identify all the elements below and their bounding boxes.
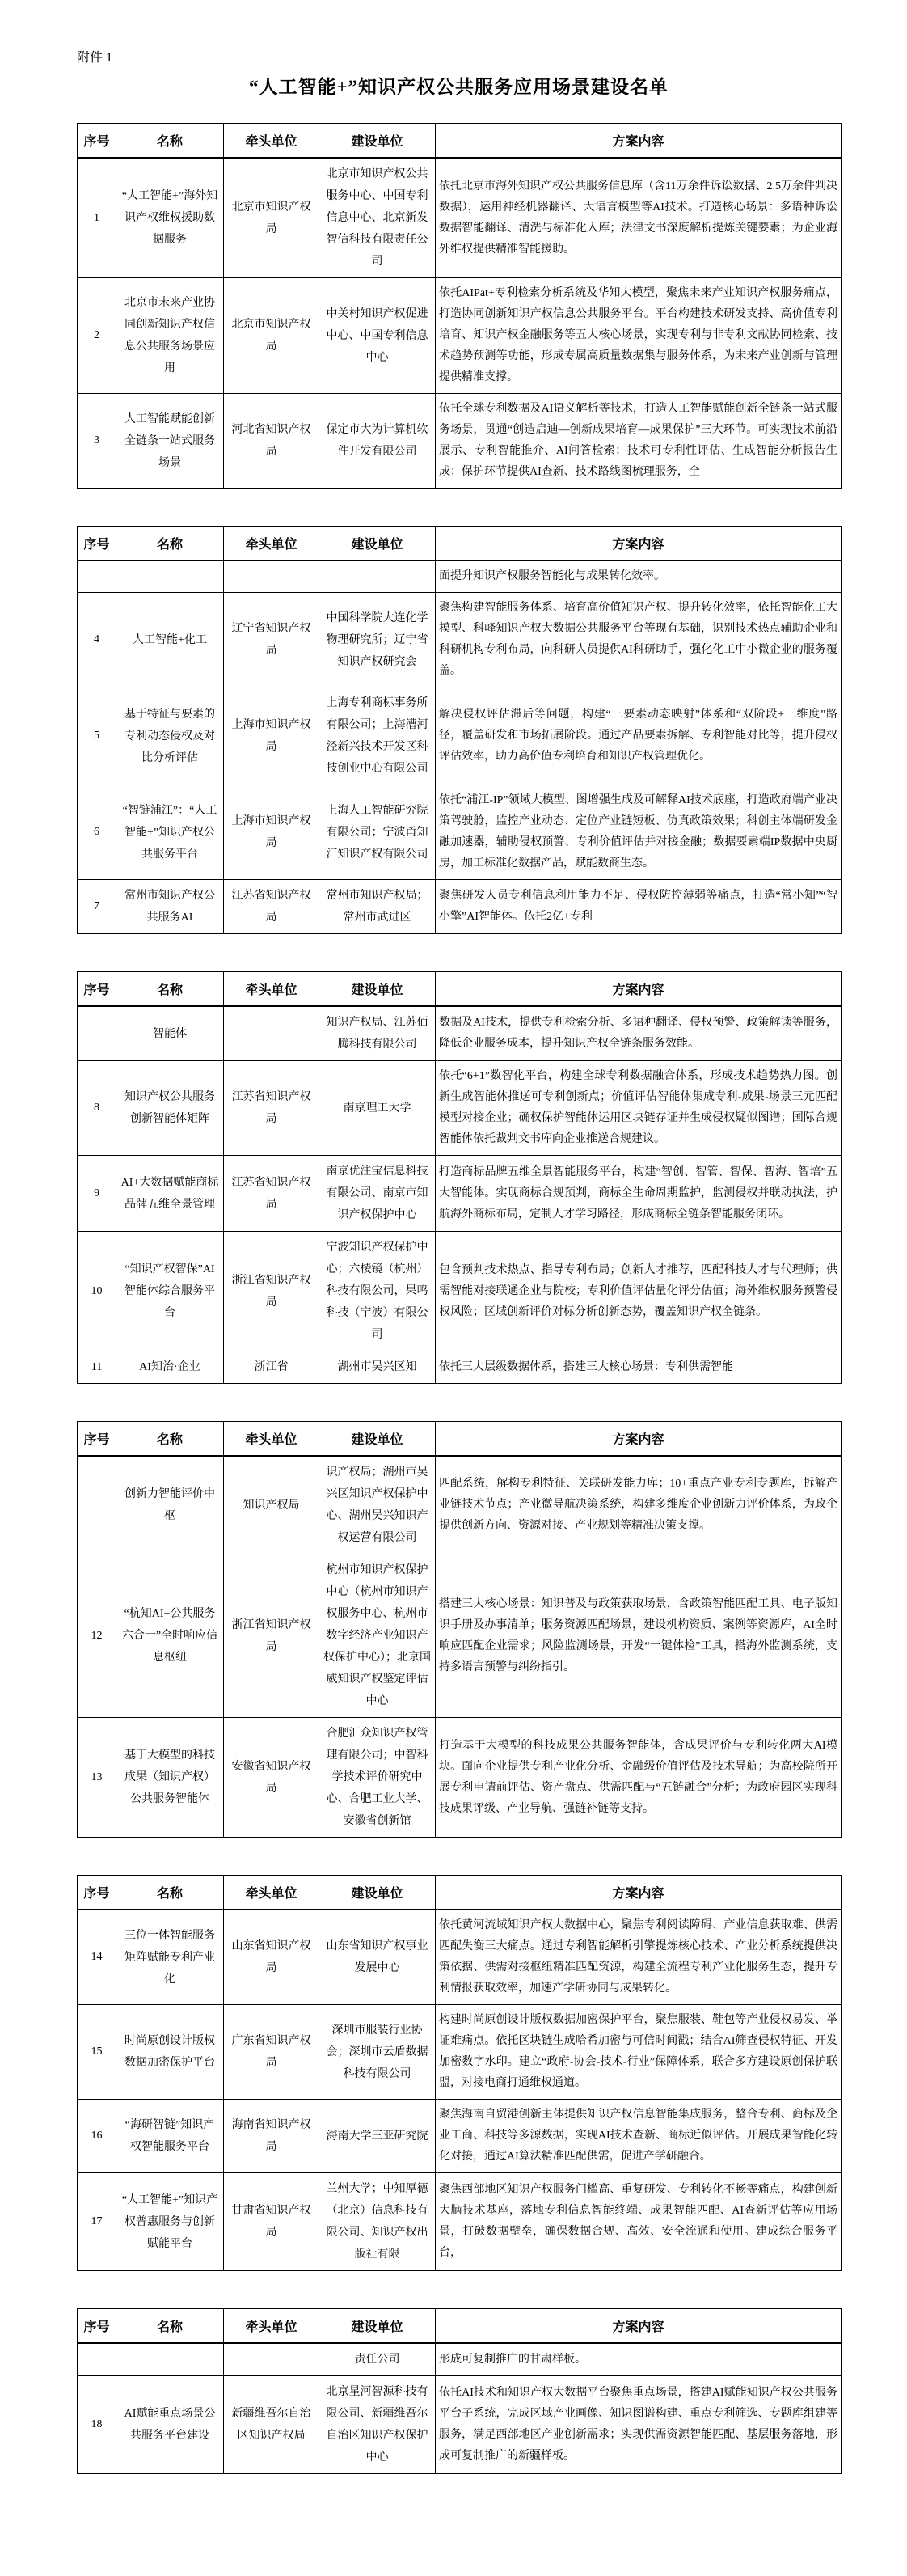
plan-cell: 打造基于大模型的科技成果公共服务智能体，含成果评价与专利转化两大AI模块。面向企业提供专利产业化分析、金融级价值评估及技术导航；为高校院所开展专利申请前评估、资产盘点、供需匹配与“五链融合”分析；为政府园区实现科技成果评级、产业导航、强链补链等支持。 [436, 1718, 842, 1838]
build-unit-cell: 识产权局；湖州市吴兴区知识产权保护中心、湖州吴兴知识产权运营有限公司 [319, 1456, 436, 1554]
service-list-table-2 [77, 526, 842, 934]
service-list-table-5 [77, 1875, 842, 2271]
table-row [78, 278, 842, 394]
column-header-plan: 方案内容 [436, 527, 842, 561]
name-cell: 三位一体智能服务矩阵赋能专利产业化 [116, 1910, 224, 2005]
column-header-plan: 方案内容 [436, 972, 842, 1007]
lead-unit-cell: 新疆维吾尔自治区知识产权局 [224, 2376, 319, 2474]
serial-cell: 10 [78, 1232, 116, 1351]
name-cell: 基于特征与要素的专利动态侵权及对比分析评估 [116, 687, 224, 785]
table-row [78, 593, 842, 687]
build-unit-cell [319, 560, 436, 593]
plan-cell: 匹配系统，解构专利特征、关联研发能力库；10+重点产业专利专题库，拆解产业链技术节点；产业微导航决策系统，构建多维度企业创新力评价体系，为政企提供创新方向、资源对接、产业规划等精准决策支撑。 [436, 1456, 842, 1554]
lead-unit-cell: 浙江省知识产权局 [224, 1554, 319, 1718]
plan-cell: 包含预判技术热点、指导专利布局；创新人才推荐，匹配科技人才与代理师；供需智能对接联通企业与院校；专利价值评估量化评分估值；海外维权服务预警侵权风险；区域创新评价对标分析创新态势，覆盖知识产权全链条。 [436, 1232, 842, 1351]
plan-cell: 依托北京市海外知识产权公共服务信息库（含11万余件诉讼数据、2.5万余件判决数据），运用神经机器翻译、大语言模型等AI技术。打造核心场景：多语种诉讼数据智能翻译、清洗与标准化入库；法律文书深度解析提炼关键要素；为企业海外维权提供精准智能援助。 [436, 158, 842, 278]
build-unit-cell: 合肥汇众知识产权管理有限公司；中智科学技术评价研究中心、合肥工业大学、安徽省创新馆 [319, 1718, 436, 1838]
name-cell: 时尚原创设计版权数据加密保护平台 [116, 2005, 224, 2100]
lead-unit-cell: 山东省知识产权局 [224, 1910, 319, 2005]
plan-cell: 面提升知识产权服务智能化与成果转化效率。 [436, 560, 842, 593]
serial-cell [78, 560, 116, 593]
lead-unit-cell: 安徽省知识产权局 [224, 1718, 319, 1838]
name-cell: 常州市知识产权公共服务AI [116, 880, 224, 934]
continuation-row [78, 1456, 842, 1554]
serial-cell: 18 [78, 2376, 116, 2474]
name-cell: “知识产权智保”AI智能体综合服务平台 [116, 1232, 224, 1351]
plan-cell: 解决侵权评估滞后等问题，构建“三要素动态映射”体系和“双阶段+三维度”路径，覆盖研发和市场拓展阶段。通过产品要素拆解、专利智能对比等，提升侵权评估效率，助力高价值专利培育和知识产权管理优化。 [436, 687, 842, 785]
plan-cell: 依托黄河流域知识产权大数据中心，聚焦专利阅读障碍、产业信息获取难、供需匹配失衡三大痛点。通过专利智能解析引擎提炼核心技术、产业分析系统提供决策依据、供需对接枢纽精准匹配资源，构建全流程专利产业化服务生态，提升专利情报获取效率，加速产学研协同与成果转化。 [436, 1910, 842, 2005]
serial-cell: 16 [78, 2100, 116, 2173]
name-cell [116, 560, 224, 593]
column-header-name: 名称 [116, 1876, 224, 1910]
serial-cell: 15 [78, 2005, 116, 2100]
lead-unit-cell: 知识产权局 [224, 1456, 319, 1554]
column-header-no: 序号 [78, 972, 116, 1007]
table-row [78, 880, 842, 934]
table-row [78, 2005, 842, 2100]
table-header-row [78, 2309, 842, 2344]
column-header-no: 序号 [78, 1876, 116, 1910]
table-row [78, 785, 842, 880]
plan-cell: 聚焦西部地区知识产权服务门槛高、重复研发、专利转化不畅等痛点，构建创新大脑技术基座，落地专利信息智能终端、成果智能匹配、AI查新评估等应用场景，打破数据壁垒，确保数据合规、高效、安全流通和使用。建成综合服务平台， [436, 2173, 842, 2271]
column-header-name: 名称 [116, 972, 224, 1007]
attachment-label: 附件 1 [77, 51, 113, 65]
lead-unit-cell [224, 560, 319, 593]
name-cell [116, 2343, 224, 2376]
plan-cell: 依托AIPat+专利检索分析系统及华知大模型，聚焦未来产业知识产权服务痛点，打造协同创新知识产权信息公共服务平台。平台构建技术研发支持、高价值专利培育、知识产权金融服务等五大核心场景，实现专利与非专利文献协同检索、技术趋势预测等功能，形成专属高质量数据集与服务体系，为未来产业创新与管理提供精准支撑。 [436, 278, 842, 394]
table-row [78, 1232, 842, 1351]
table-header-row [78, 972, 842, 1007]
build-unit-cell: 中国科学院大连化学物理研究所；辽宁省知识产权研究会 [319, 593, 436, 687]
build-unit-cell: 知识产权局、江苏佰腾科技有限公司 [319, 1006, 436, 1061]
serial-cell [78, 2343, 116, 2376]
column-header-no: 序号 [78, 124, 116, 159]
table-row [78, 2173, 842, 2271]
name-cell: AI知治·企业 [116, 1351, 224, 1384]
plan-cell: 聚焦研发人员专利信息利用能力不足、侵权防控薄弱等痛点，打造“常小知”“智小擎”AI智能体。依托2亿+专利 [436, 880, 842, 934]
table-header-row [78, 124, 842, 159]
lead-unit-cell: 北京市知识产权局 [224, 158, 319, 278]
plan-cell: 依托全球专利数据及AI语义解析等技术，打造人工智能赋能创新全链条一站式服务场景，贯通“创造启迪—创新成果培育—成果保护”三大环节。可实现技术前沿展示、专利智能推介、AI问答检索；技术可专利性评估、生成智能分析报告生成；保护环节提供AI查新、技术路线图梳理服务，全 [436, 394, 842, 489]
lead-unit-cell: 江苏省知识产权局 [224, 1061, 319, 1156]
build-unit-cell: 北京市知识产权公共服务中心、中国专利信息中心、北京新发智信科技有限责任公司 [319, 158, 436, 278]
column-header-name: 名称 [116, 124, 224, 159]
serial-cell: 7 [78, 880, 116, 934]
table-row [78, 1718, 842, 1838]
build-unit-cell: 中关村知识产权促进中心、中国专利信息中心 [319, 278, 436, 394]
lead-unit-cell: 甘肃省知识产权局 [224, 2173, 319, 2271]
plan-cell: 打造商标品牌五维全景智能服务平台，构建“智创、智管、智保、智海、智培”五大智能体。实现商标合规预判，商标全生命周期监护，监测侵权并联动执法，护航海外商标布局，定制人才学习路径，形成商标全链条智能服务闭环。 [436, 1156, 842, 1232]
plan-cell: 依托三大层级数据体系，搭建三大核心场景：专利供需智能 [436, 1351, 842, 1384]
column-header-lead: 牵头单位 [224, 1422, 319, 1457]
name-cell: “人工智能+”海外知识产权维权援助数据服务 [116, 158, 224, 278]
table-row [78, 2376, 842, 2474]
serial-cell: 5 [78, 687, 116, 785]
name-cell: “海研智链”知识产权智能服务平台 [116, 2100, 224, 2173]
name-cell: 人工智能+化工 [116, 593, 224, 687]
serial-cell: 4 [78, 593, 116, 687]
name-cell: 北京市未来产业协同创新知识产权信息公共服务场景应用 [116, 278, 224, 394]
column-header-lead: 牵头单位 [224, 972, 319, 1007]
table-header-row [78, 1422, 842, 1457]
build-unit-cell: 南京理工大学 [319, 1061, 436, 1156]
name-cell: 人工智能赋能创新全链条一站式服务场景 [116, 394, 224, 489]
serial-cell: 2 [78, 278, 116, 394]
service-list-table-6 [77, 2308, 842, 2474]
build-unit-cell: 兰州大学；中知厚德（北京）信息科技有限公司、知识产权出版社有限 [319, 2173, 436, 2271]
build-unit-cell: 杭州市知识产权保护中心（杭州市知识产权服务中心、杭州市数字经济产业知识产权保护中心）；北京国威知识产权鉴定评估中心 [319, 1554, 436, 1718]
lead-unit-cell: 上海市知识产权局 [224, 785, 319, 880]
lead-unit-cell: 辽宁省知识产权局 [224, 593, 319, 687]
service-list-table-3 [77, 971, 842, 1384]
lead-unit-cell [224, 2343, 319, 2376]
table-header-row [78, 1876, 842, 1910]
plan-cell: 依托“浦江-IP”领域大模型、图增强生成及可解释AI技术底座，打造政府端产业决策驾驶舱，监控产业动态、定位产业链短板、仿真政策效果；科创主体端研发金融加速器，辅助侵权预警、专利价值评估并对接金融；数据要素端IP数据中央厨房，加工标准化数据产品，赋能数商生态。 [436, 785, 842, 880]
name-cell: 智能体 [116, 1006, 224, 1061]
lead-unit-cell: 广东省知识产权局 [224, 2005, 319, 2100]
serial-cell: 13 [78, 1718, 116, 1838]
column-header-plan: 方案内容 [436, 1422, 842, 1457]
build-unit-cell: 宁波知识产权保护中心；六棱镜（杭州）科技有限公司，果鸣科技（宁波）有限公司 [319, 1232, 436, 1351]
build-unit-cell: 山东省知识产权事业发展中心 [319, 1910, 436, 2005]
plan-cell: 构建时尚原创设计版权数据加密保护平台，聚焦服装、鞋包等产业侵权易发、举证难痛点。依托区块链生成哈希加密与可信时间戳；结合AI筛查侵权特征、开发加密数字水印。建立“政府-协会-技术-行业”保障体系，联合多方建设原创保护联盟，对接电商打通维权通道。 [436, 2005, 842, 2100]
serial-cell [78, 1006, 116, 1061]
column-header-plan: 方案内容 [436, 2309, 842, 2344]
lead-unit-cell: 北京市知识产权局 [224, 278, 319, 394]
name-cell: “智链浦江”：“人工智能+”知识产权公共服务平台 [116, 785, 224, 880]
service-list-table-1 [77, 123, 842, 489]
tables-container [0, 123, 907, 2474]
table-row [78, 158, 842, 278]
table-header-row [78, 527, 842, 561]
table-row [78, 1910, 842, 2005]
service-list-table-4 [77, 1421, 842, 1838]
build-unit-cell: 湖州市吴兴区知 [319, 1351, 436, 1384]
serial-cell: 9 [78, 1156, 116, 1232]
table-row [78, 1156, 842, 1232]
lead-unit-cell: 上海市知识产权局 [224, 687, 319, 785]
column-header-builder: 建设单位 [319, 972, 436, 1007]
plan-cell: 依托“6+1”数智化平台，构建全球专利数据融合体系，形成技术趋势热力图。创新生成智能体推送可专利创新点；价值评估智能体集成专利-成果-场景三元匹配模型对接企业；确权保护智能体运用区块链存证并生成侵权疑似图谱；国际合规智能体依托裁判文书库向企业推送合规建议。 [436, 1061, 842, 1156]
column-header-plan: 方案内容 [436, 124, 842, 159]
column-header-name: 名称 [116, 2309, 224, 2344]
serial-cell: 12 [78, 1554, 116, 1718]
column-header-builder: 建设单位 [319, 1876, 436, 1910]
table-row [78, 1351, 842, 1384]
continuation-row [78, 560, 842, 593]
serial-cell: 1 [78, 158, 116, 278]
build-unit-cell: 常州市知识产权局；常州市武进区 [319, 880, 436, 934]
serial-cell: 17 [78, 2173, 116, 2271]
lead-unit-cell: 河北省知识产权局 [224, 394, 319, 489]
serial-cell: 11 [78, 1351, 116, 1384]
column-header-plan: 方案内容 [436, 1876, 842, 1910]
lead-unit-cell [224, 1006, 319, 1061]
lead-unit-cell: 江苏省知识产权局 [224, 1156, 319, 1232]
column-header-builder: 建设单位 [319, 1422, 436, 1457]
name-cell: AI+大数据赋能商标品牌五维全景管理 [116, 1156, 224, 1232]
name-cell: “杭知AI+公共服务六合一”全时响应信息枢纽 [116, 1554, 224, 1718]
serial-cell: 3 [78, 394, 116, 489]
name-cell: 基于大模型的科技成果（知识产权）公共服务智能体 [116, 1718, 224, 1838]
build-unit-cell: 南京优注宝信息科技有限公司、南京市知识产权保护中心 [319, 1156, 436, 1232]
lead-unit-cell: 浙江省 [224, 1351, 319, 1384]
plan-cell: 聚焦海南自贸港创新主体提供知识产权信息智能集成服务，整合专利、商标及企业工商、科技等多源数据，实现AI技术查新、商标近似评估。开展成果智能化转化对接，通过AI算法精准匹配供需，促进产学研融合。 [436, 2100, 842, 2173]
plan-cell: 形成可复制推广的甘肃样板。 [436, 2343, 842, 2376]
name-cell: 创新力智能评价中枢 [116, 1456, 224, 1554]
build-unit-cell: 深圳市服装行业协会；深圳市云盾数据科技有限公司 [319, 2005, 436, 2100]
column-header-no: 序号 [78, 1422, 116, 1457]
plan-cell: 数据及AI技术，提供专利检索分析、多语种翻译、侵权预警、政策解读等服务，降低企业服务成本，提升知识产权全链条服务效能。 [436, 1006, 842, 1061]
build-unit-cell: 保定市大为计算机软件开发有限公司 [319, 394, 436, 489]
column-header-no: 序号 [78, 2309, 116, 2344]
name-cell: “人工智能+”知识产权普惠服务与创新赋能平台 [116, 2173, 224, 2271]
build-unit-cell: 北京星河智源科技有限公司、新疆维吾尔自治区知识产权保护中心 [319, 2376, 436, 2474]
serial-cell [78, 1456, 116, 1554]
build-unit-cell: 上海专利商标事务所有限公司；上海漕河泾新兴技术开发区科技创业中心有限公司 [319, 687, 436, 785]
table-row [78, 1061, 842, 1156]
column-header-builder: 建设单位 [319, 124, 436, 159]
continuation-row [78, 2343, 842, 2376]
column-header-no: 序号 [78, 527, 116, 561]
column-header-lead: 牵头单位 [224, 1876, 319, 1910]
lead-unit-cell: 海南省知识产权局 [224, 2100, 319, 2173]
column-header-lead: 牵头单位 [224, 124, 319, 159]
table-row [78, 687, 842, 785]
build-unit-cell: 上海人工智能研究院有限公司；宁波甬知汇知识产权有限公司 [319, 785, 436, 880]
lead-unit-cell: 江苏省知识产权局 [224, 880, 319, 934]
continuation-row [78, 1006, 842, 1061]
column-header-lead: 牵头单位 [224, 527, 319, 561]
plan-cell: 搭建三大核心场景：知识普及与政策获取场景，含政策智能匹配工具、电子版知识手册及办事清单；服务资源匹配场景，建设机构资质、案例等资源库，AI全时响应匹配企业需求；风险监测场景，开发“一键体检”工具，搭海外监测系统，支持多语言预警与纠纷指引。 [436, 1554, 842, 1718]
column-header-builder: 建设单位 [319, 2309, 436, 2344]
column-header-name: 名称 [116, 527, 224, 561]
column-header-name: 名称 [116, 1422, 224, 1457]
build-unit-cell: 海南大学三亚研究院 [319, 2100, 436, 2173]
serial-cell: 8 [78, 1061, 116, 1156]
table-row [78, 2100, 842, 2173]
name-cell: 知识产权公共服务创新智能体矩阵 [116, 1061, 224, 1156]
serial-cell: 6 [78, 785, 116, 880]
column-header-lead: 牵头单位 [224, 2309, 319, 2344]
plan-cell: 依托AI技术和知识产权大数据平台聚焦重点场景，搭建AI赋能知识产权公共服务平台子系统，完成区域产业画像、知识图谱构建、重点专利筛选、专题库组建等服务，满足西部地区产业创新需求；实现供需资源智能匹配、基层服务落地，形成可复制推广的新疆样板。 [436, 2376, 842, 2474]
build-unit-cell: 责任公司 [319, 2343, 436, 2376]
name-cell: AI赋能重点场景公共服务平台建设 [116, 2376, 224, 2474]
table-row [78, 394, 842, 489]
lead-unit-cell: 浙江省知识产权局 [224, 1232, 319, 1351]
plan-cell: 聚焦构建智能服务体系、培育高价值知识产权、提升转化效率，依托智能化工大模型、科峰知识产权大数据公共服务平台等现有基础，识别技术热点辅助企业和科研机构专利布局，向科研人员提供AI科研助手，强化化工中小微企业的服务覆盖。 [436, 593, 842, 687]
page-title: “人工智能+”知识产权公共服务应用场景建设名单 [248, 77, 669, 97]
serial-cell: 14 [78, 1910, 116, 2005]
column-header-builder: 建设单位 [319, 527, 436, 561]
table-row [78, 1554, 842, 1718]
